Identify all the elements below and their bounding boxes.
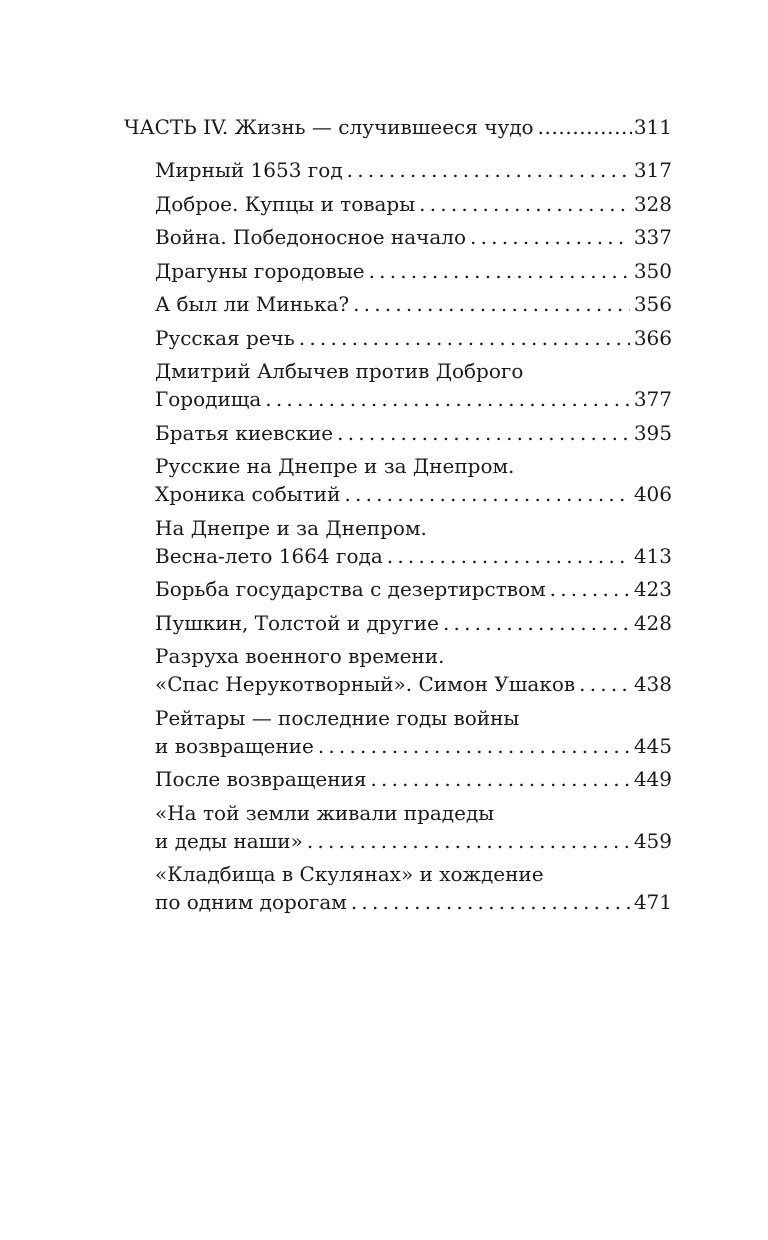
toc-entry-row	[155, 223, 672, 251]
toc-entry-row	[155, 385, 672, 413]
toc-entry[interactable]	[155, 575, 672, 603]
dot-leader	[307, 827, 630, 855]
dot-leader	[353, 290, 630, 318]
toc-entry-row	[155, 156, 672, 184]
toc-entry-page-number: 406	[633, 482, 672, 506]
toc-entry-title-line: «Кладбища в Скулянах» и хождение	[155, 862, 544, 886]
dot-leader	[369, 257, 630, 285]
toc-entry[interactable]	[155, 452, 672, 508]
dot-leader	[443, 609, 630, 637]
toc-entry-row	[155, 888, 672, 916]
dot-leader	[347, 156, 630, 184]
toc-entry-page-number: 423	[633, 577, 672, 601]
toc-entry-title: Городища	[155, 387, 262, 411]
dot-leader	[538, 112, 632, 142]
part-heading	[124, 112, 672, 142]
dot-leader	[579, 670, 630, 698]
toc-entry-page-number: 428	[633, 610, 672, 635]
dot-leader	[387, 542, 630, 570]
toc-entry-title: Война. Победоносное начало	[155, 225, 467, 249]
toc-entry-page-number: 445	[633, 733, 672, 758]
toc-entry-title-line: Дмитрий Албычев против Доброго	[155, 359, 524, 383]
toc-entry-title: «Спас Нерукотворный». Симон Ушаков	[155, 672, 576, 696]
dot-leader	[370, 765, 629, 793]
dot-leader	[337, 419, 630, 447]
toc-entry-page-number: 377	[633, 387, 672, 411]
toc-entry-row	[155, 290, 672, 318]
toc-entry-page-number: 350	[633, 258, 672, 283]
table-of-contents	[124, 112, 672, 922]
toc-entry-title: Борьба государства с дезертирством	[155, 577, 546, 601]
toc-entry-title: Пушкин, Толстой и другие	[155, 610, 439, 635]
toc-entry-title: Драгуны городовые	[155, 258, 365, 283]
toc-entry-title: и возвращение	[155, 733, 314, 758]
toc-entry[interactable]	[155, 419, 672, 447]
toc-entry-page-number: 366	[633, 325, 672, 350]
toc-entry-row	[155, 257, 672, 285]
toc-entry-title: А был ли Минька?	[155, 292, 350, 316]
toc-entry-title: Доброе. Купцы и товары	[155, 191, 416, 216]
part-page-number: 311	[633, 115, 672, 139]
toc-entry-page-number: 471	[633, 890, 672, 914]
toc-entry-row	[155, 765, 672, 793]
toc-entry-page-number: 395	[633, 420, 672, 445]
dot-leader	[419, 190, 630, 218]
toc-entry[interactable]	[155, 860, 672, 916]
toc-entry-title: Весна-лето 1664 года	[155, 543, 383, 568]
toc-entry-row	[155, 324, 672, 352]
dot-leader	[351, 888, 630, 916]
toc-entry[interactable]	[155, 324, 672, 352]
toc-entry-title: После возвращения	[155, 767, 367, 791]
toc-entry-row	[155, 609, 672, 637]
dot-leader	[550, 575, 630, 603]
toc-entry-title: Братья киевские	[155, 420, 334, 445]
toc-entry[interactable]	[155, 223, 672, 251]
toc-entry-row	[155, 732, 672, 760]
toc-entry-row	[155, 827, 672, 855]
toc-entry[interactable]	[155, 190, 672, 218]
toc-entry[interactable]	[155, 290, 672, 318]
toc-entry-row	[155, 670, 672, 698]
toc-entry-row	[155, 542, 672, 570]
toc-entry-title-line: Разруха военного времени.	[155, 644, 445, 668]
toc-entries	[155, 156, 672, 916]
dot-leader	[299, 324, 630, 352]
toc-entry[interactable]	[155, 357, 672, 413]
dot-leader	[265, 385, 630, 413]
toc-entry-page-number: 356	[633, 292, 672, 316]
toc-entry[interactable]	[155, 642, 672, 698]
dot-leader	[344, 480, 629, 508]
toc-entry-page-number: 337	[633, 225, 672, 249]
toc-entry-title: Мирный 1653 год	[155, 158, 343, 182]
toc-entry-row	[155, 575, 672, 603]
toc-entry-title-line: Русские на Днепре и за Днепром.	[155, 454, 515, 478]
toc-entry-page-number: 328	[633, 191, 672, 216]
toc-entry-row	[155, 480, 672, 508]
toc-entry[interactable]	[155, 257, 672, 285]
toc-entry-page-number: 459	[633, 828, 672, 853]
part-title: ЧАСТЬ IV. Жизнь — случившееся чудо	[124, 115, 534, 139]
toc-entry[interactable]	[155, 609, 672, 637]
toc-entry[interactable]	[155, 156, 672, 184]
toc-entry-row	[155, 419, 672, 447]
toc-entry-title: по одним дорогам	[155, 890, 347, 914]
toc-entry[interactable]	[155, 799, 672, 855]
toc-entry-page-number: 317	[633, 158, 672, 182]
toc-entry[interactable]	[155, 765, 672, 793]
toc-entry-title: Хроника событий	[155, 482, 341, 506]
toc-entry-page-number: 449	[633, 767, 672, 791]
toc-entry[interactable]	[155, 704, 672, 760]
dot-leader	[318, 732, 630, 760]
dot-leader	[470, 223, 630, 251]
toc-entry-title-line: На Днепре и за Днепром.	[155, 515, 427, 540]
toc-entry[interactable]	[155, 514, 672, 570]
toc-entry-row	[155, 190, 672, 218]
toc-entry-page-number: 413	[633, 543, 672, 568]
toc-entry-title-line: «На той земли живали прадеды	[155, 800, 495, 825]
toc-entry-title-line: Рейтары — последние годы войны	[155, 705, 520, 730]
toc-entry-page-number: 438	[633, 672, 672, 696]
toc-entry-title: и деды наши»	[155, 828, 303, 853]
toc-entry-title: Русская речь	[155, 325, 295, 350]
